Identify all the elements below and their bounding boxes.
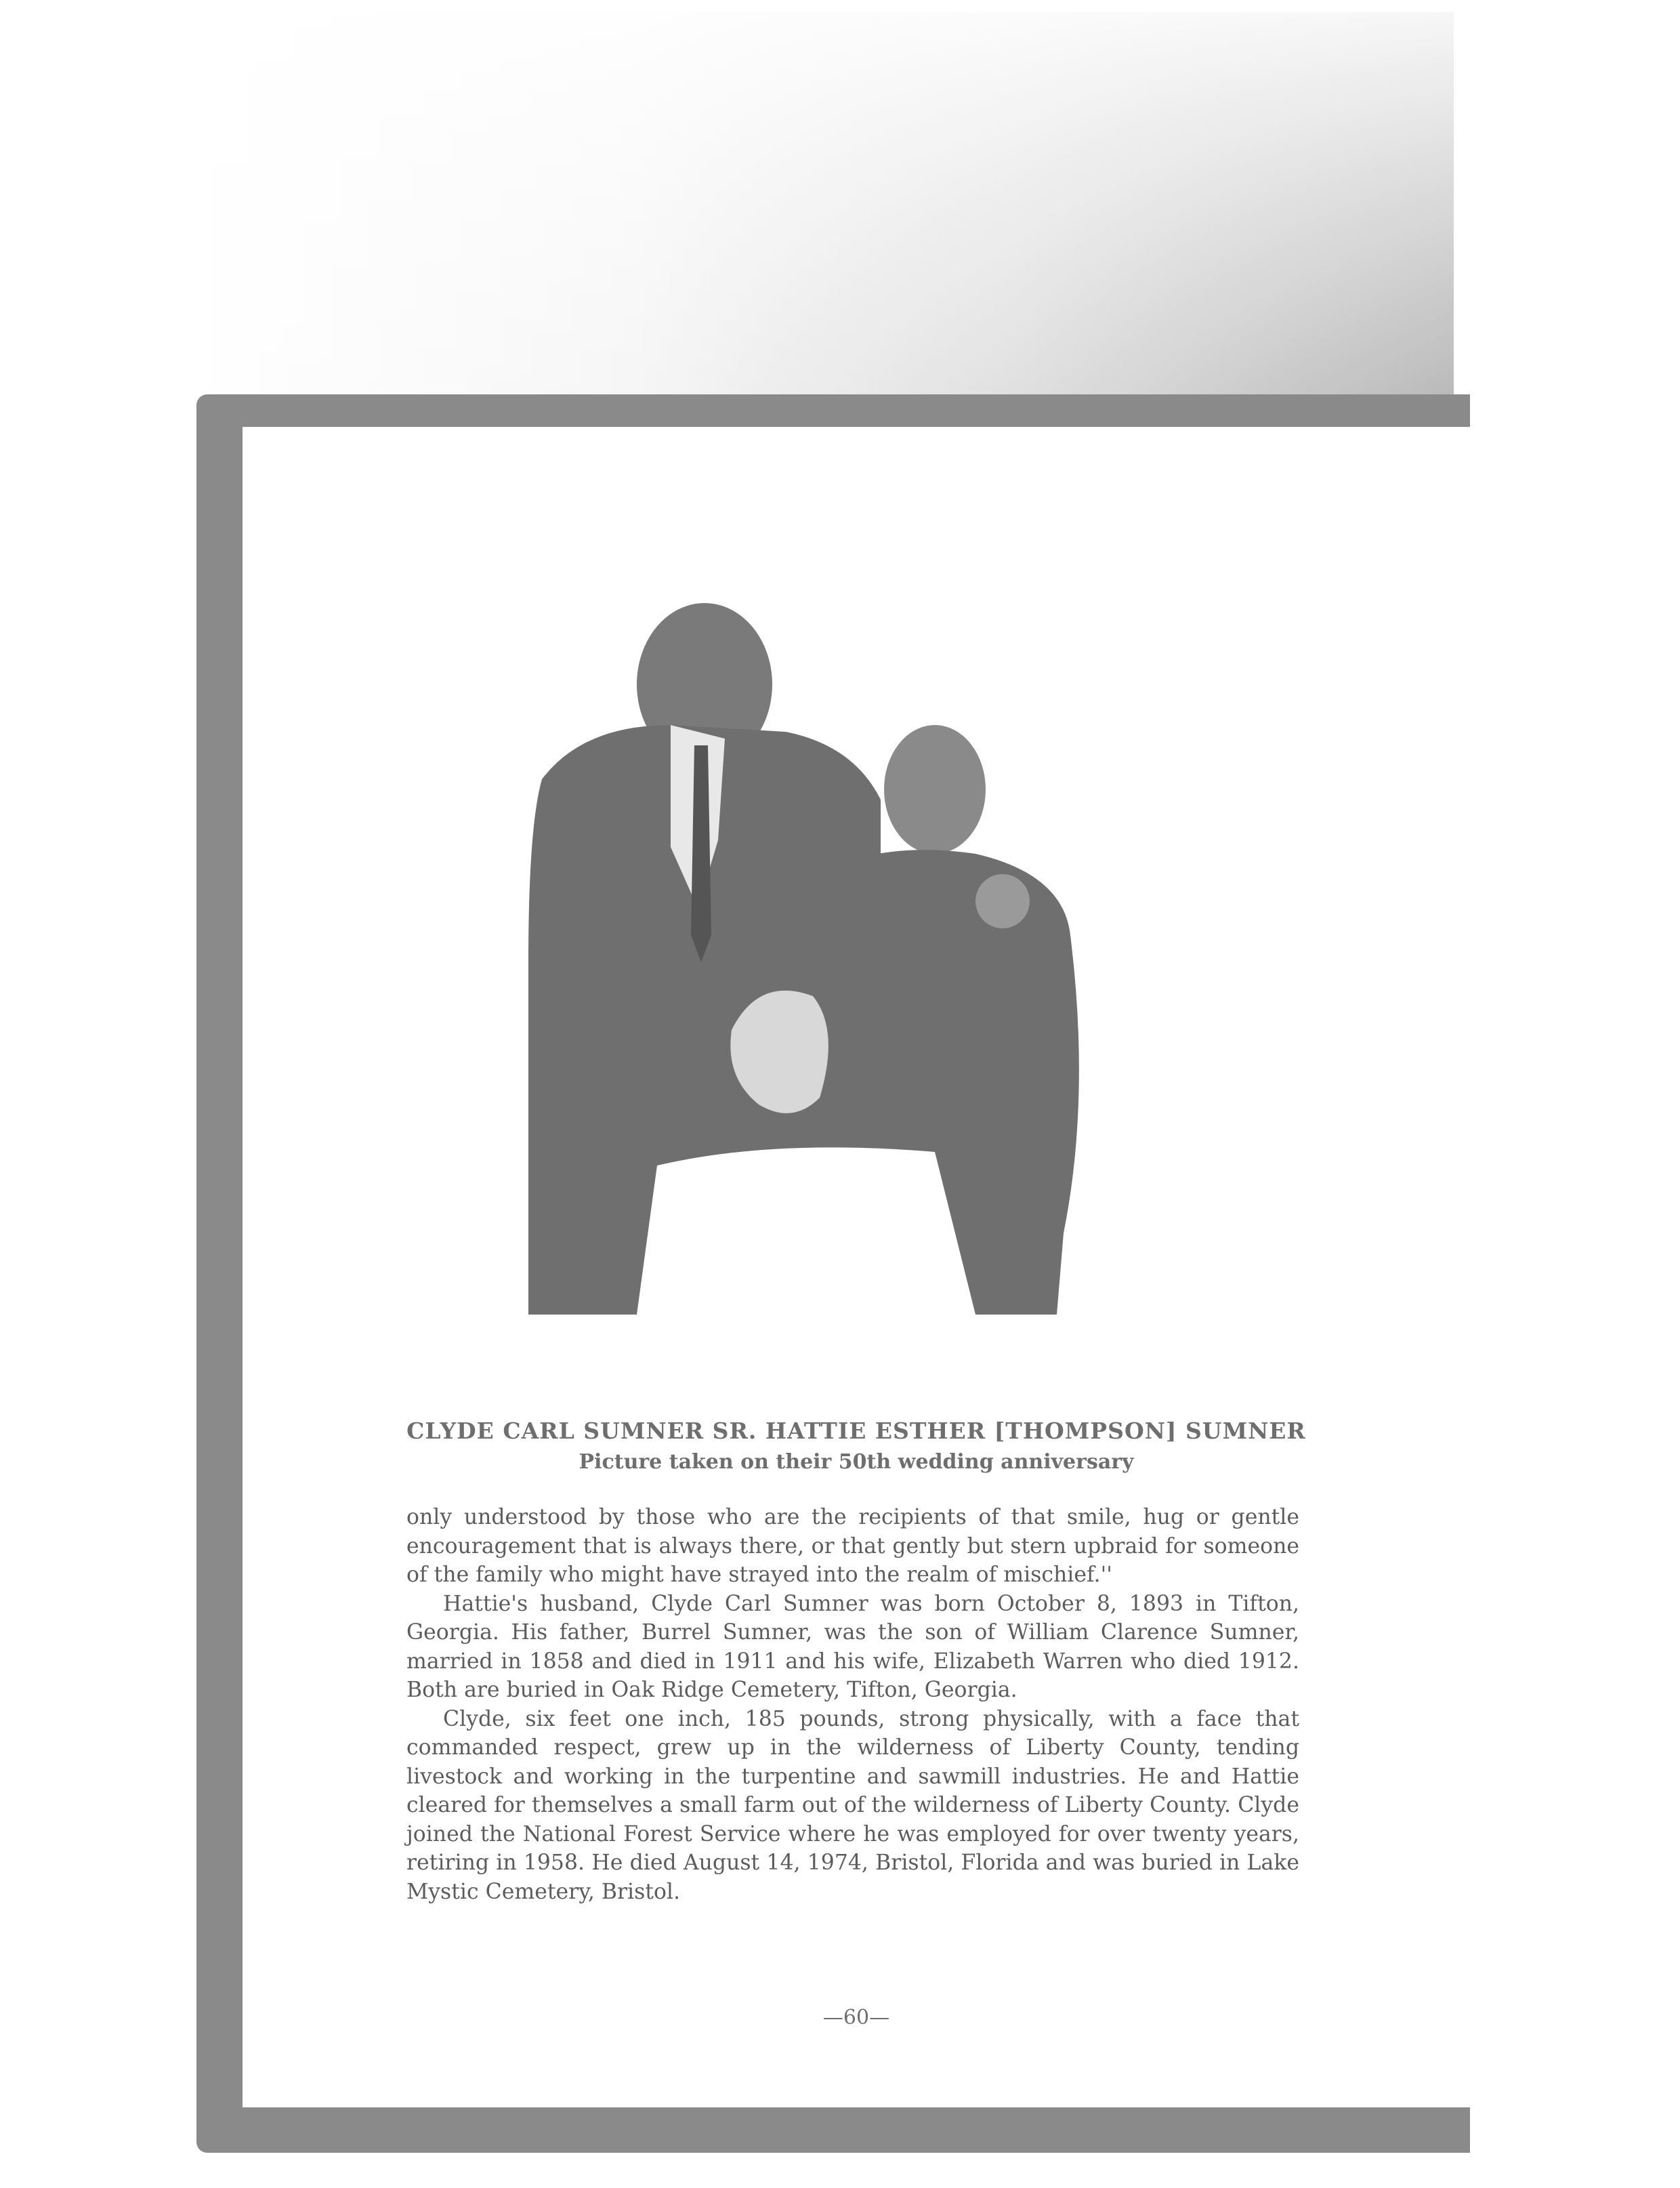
anniversary-photo <box>501 556 1179 1369</box>
photo-caption-names: CLYDE CARL SUMNER SR. HATTIE ESTHER [THOMPSON] SUMNER <box>406 1418 1306 1444</box>
body-text <box>406 1503 1299 1906</box>
paragraph: only understood by those who are the recipients of that smile, hug or gentle encouragement that is always there, or that gently but stern upbraid for someone of the family who might have strayed into the realm of mischief.'' <box>406 1505 1299 1587</box>
photo-caption-subtitle: Picture taken on their 50th wedding anniversary <box>579 1450 1134 1474</box>
scan-shadow-band <box>196 12 1454 427</box>
woman-head <box>884 725 986 854</box>
page-number: —60— <box>822 2006 890 2029</box>
paragraph: Clyde, six feet one inch, 185 pounds, strong physically, with a face that commanded respect, grew up in the wilderness of Liberty County, tending livestock and working in the turpentine and sawmill industries. He and Hattie cleared for themselves a small farm out of the wilderness of Liberty County. Clyde joined the National Forest Service where he was employed for over twenty years, retiring in 1958. He died August 14, 1974, Bristol, Florida and was buried in Lake Mystic Cemetery, Bristol. <box>406 1706 1299 1904</box>
paragraph: Hattie's husband, Clyde Carl Sumner was born October 8, 1893 in Tifton, Georgia. His father, Burrel Sumner, was the son of William Clarence Sumner, married in 1858 and died in 1911 and his wife, Elizabeth Warren who died 1912. Both are buried in Oak Ridge Cemetery, Tifton, Georgia. <box>406 1591 1299 1702</box>
